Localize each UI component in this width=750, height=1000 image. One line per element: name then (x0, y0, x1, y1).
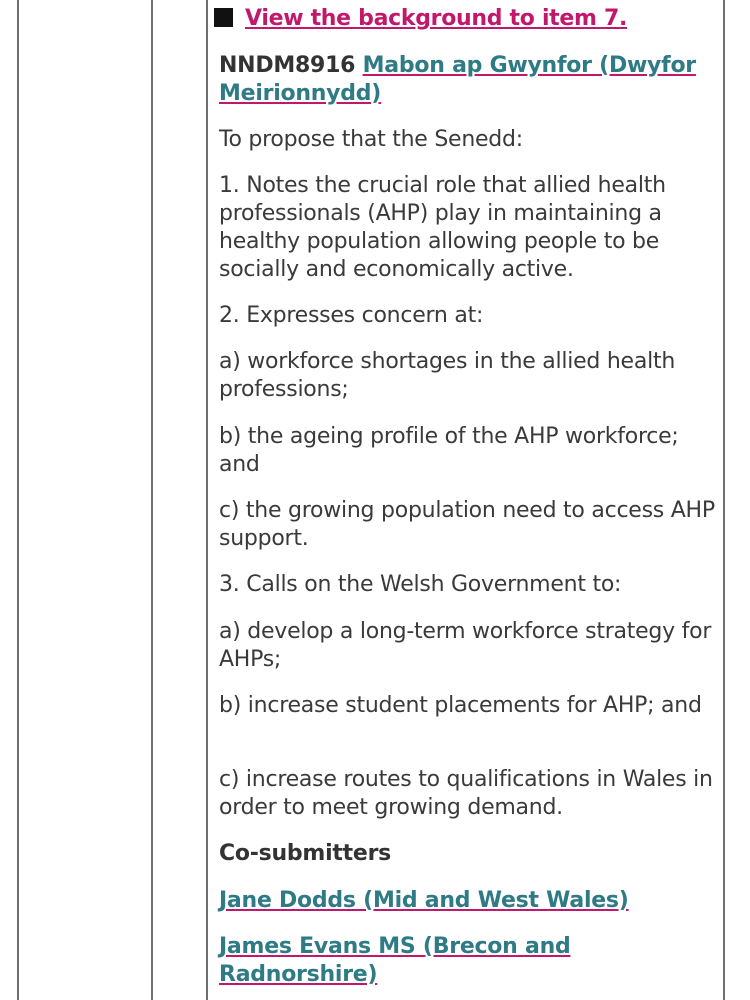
motion-point-3a: a) develop a long-term workforce strategy for AHPs; (219, 619, 712, 672)
motion-point-3b: b) increase student placements for AHP; and (219, 693, 702, 718)
square-bullet-icon (214, 8, 233, 27)
motion-heading (219, 52, 723, 108)
cosubmitter-link-james-evans[interactable]: James Evans MS (Brecon and Radnorshire) (219, 934, 571, 987)
table-border-right (723, 0, 725, 1000)
motion-point-2c: c) the growing population need to access AHP support. (219, 498, 715, 551)
motion-intro: To propose that the Senedd: (219, 127, 523, 152)
background-link-row (214, 6, 627, 31)
motion-point-2a: a) workforce shortages in the allied health professions; (219, 349, 676, 402)
cosubmitter-link-jane-dodds[interactable]: Jane Dodds (Mid and West Wales) (219, 888, 629, 913)
motion-point-1: 1. Notes the crucial role that allied health professionals (AHP) play in maintaining a healthy population allowing people to be socially and economically active. (219, 173, 666, 282)
view-background-link[interactable]: View the background to item 7. (245, 6, 628, 31)
motion-point-2b: b) the ageing profile of the AHP workforce; and (219, 424, 679, 477)
cosubmitter-item (219, 933, 723, 989)
proposer-link[interactable]: Mabon ap Gwynfor (Dwyfor Meirionnydd) (219, 53, 696, 106)
motion-point-3c: c) increase routes to qualifications in Wales in order to meet growing demand. (219, 767, 713, 820)
motion-id: NNDM8916 (219, 53, 356, 78)
cosubmitters-heading: Co-submitters (219, 841, 392, 866)
table-column-divider-inner (206, 0, 208, 1000)
motion-point-3: 3. Calls on the Welsh Government to: (219, 572, 622, 597)
cosubmitter-item (219, 887, 723, 915)
table-border-left (17, 0, 19, 1000)
table-column-divider (151, 0, 153, 1000)
motion-point-2: 2. Expresses concern at: (219, 303, 484, 328)
